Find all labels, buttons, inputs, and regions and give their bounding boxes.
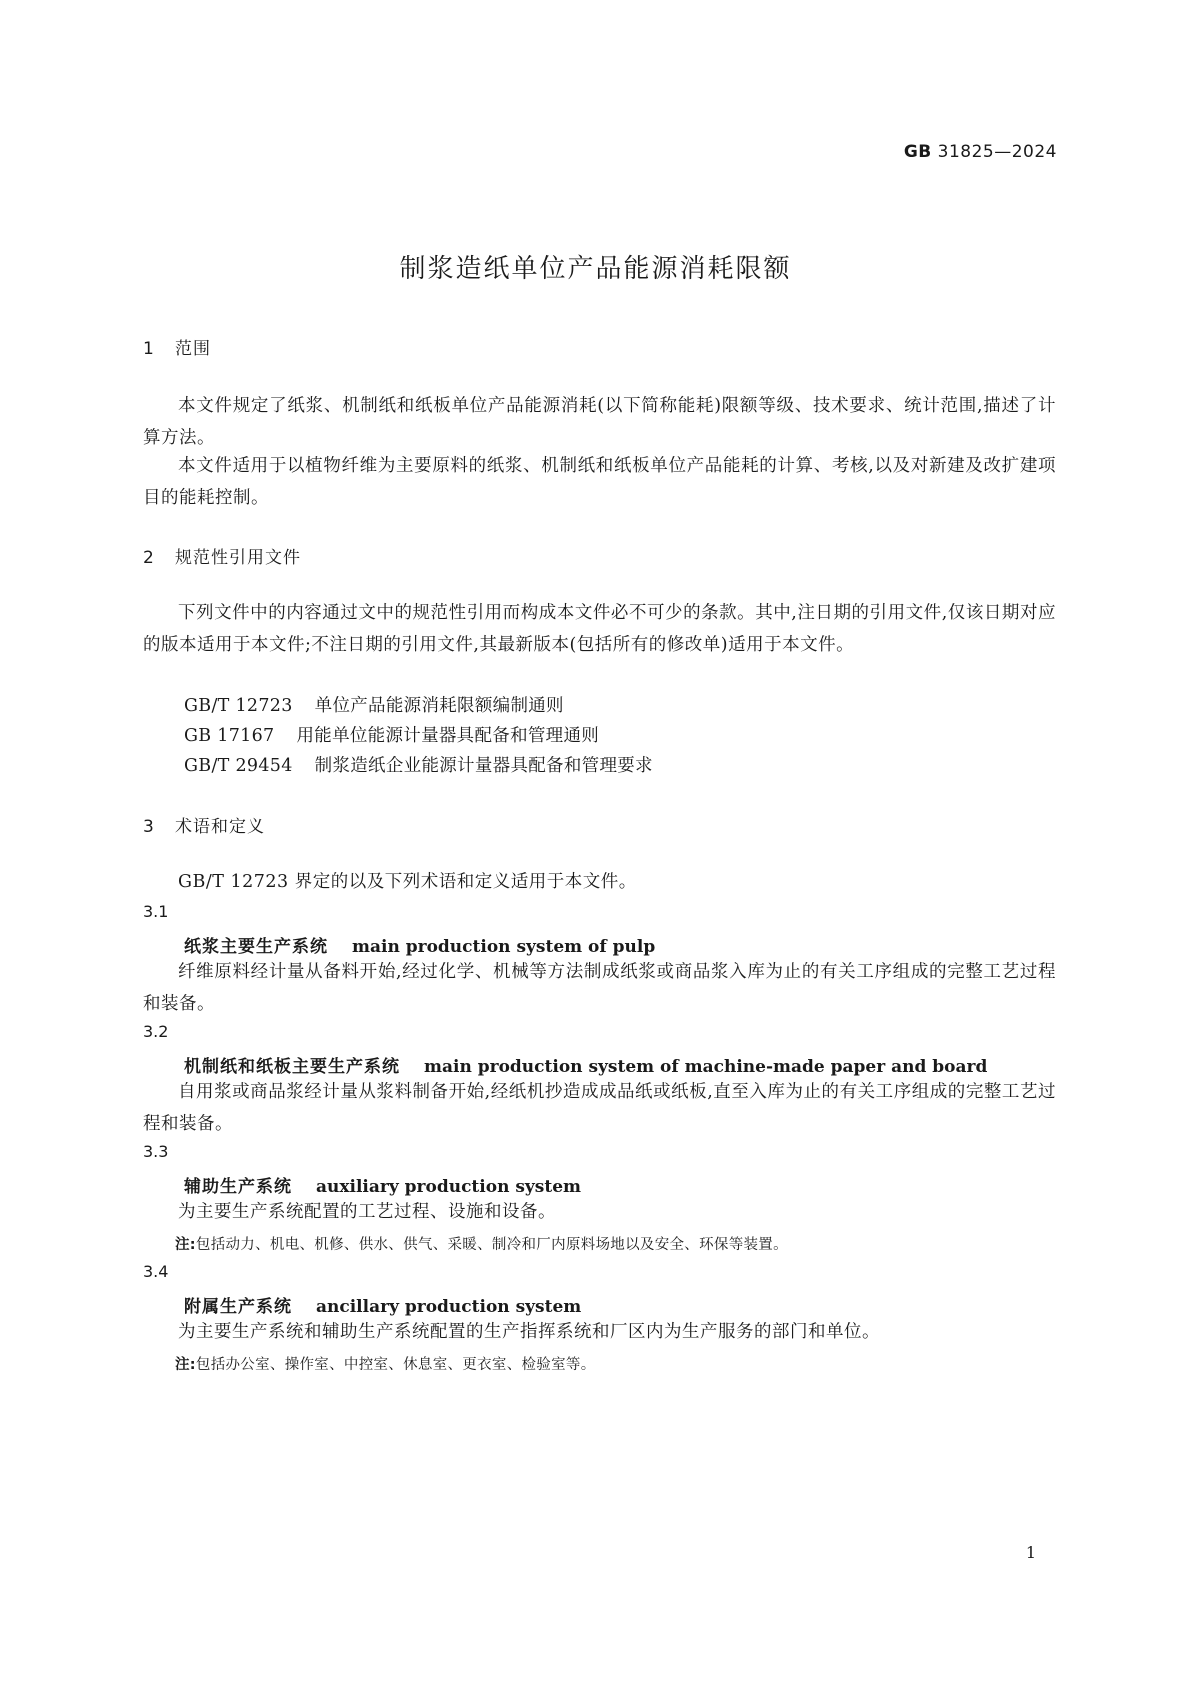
standard-code: 31825—2024 bbox=[937, 142, 1057, 162]
section-2-intro: 下列文件中的内容通过文中的规范性引用而构成本文件必不可少的条款。其中,注日期的引用文件,仅该日期对应的版本适用于本文件;不注日期的引用文件,其最新版本(包括所有的修改单)适用于本文件。 bbox=[143, 603, 1056, 655]
term-heading bbox=[184, 1292, 581, 1317]
term-heading bbox=[184, 1052, 987, 1077]
reference-title: 制浆造纸企业能源计量器具配备和管理要求 bbox=[314, 756, 653, 776]
term-heading bbox=[184, 932, 655, 957]
section-title: 术语和定义 bbox=[175, 817, 265, 837]
section-number: 1 bbox=[143, 339, 155, 359]
term-definition: 自用浆或商品浆经计量从浆料制备开始,经纸机抄造成成品纸或纸板,直至入库为止的有关工序组成的完整工艺过程和装备。 bbox=[143, 1082, 1056, 1134]
term-chinese: 附属生产系统 bbox=[184, 1297, 292, 1317]
term-chinese: 纸浆主要生产系统 bbox=[184, 937, 328, 957]
standard-prefix: GB bbox=[903, 142, 932, 162]
term-number: 3.2 bbox=[143, 1022, 169, 1041]
reference-code: GB/T 29454 bbox=[184, 756, 293, 776]
term-chinese: 机制纸和纸板主要生产系统 bbox=[184, 1057, 400, 1077]
term-english: auxiliary production system bbox=[316, 1177, 582, 1197]
note-label: 注: bbox=[175, 1237, 196, 1253]
term-note bbox=[175, 1233, 788, 1254]
section-1-paragraph-2: 本文件适用于以植物纤维为主要原料的纸浆、机制纸和纸板单位产品能耗的计算、考核,以及对新建及改扩建项目的能耗控制。 bbox=[143, 456, 1056, 508]
term-number: 3.1 bbox=[143, 902, 169, 921]
page-number: 1 bbox=[1025, 1543, 1036, 1562]
term-heading bbox=[184, 1172, 581, 1197]
section-3-heading bbox=[143, 812, 265, 837]
term-definition: 为主要生产系统配置的工艺过程、设施和设备。 bbox=[178, 1202, 556, 1222]
term-english: main production system of machine-made paper and board bbox=[424, 1057, 988, 1077]
term-chinese: 辅助生产系统 bbox=[184, 1177, 292, 1197]
note-text: 包括办公室、操作室、中控室、休息室、更衣室、检验室等。 bbox=[195, 1357, 596, 1373]
reference-title: 单位产品能源消耗限额编制通则 bbox=[314, 696, 564, 716]
term-number: 3.3 bbox=[143, 1142, 169, 1161]
standard-number bbox=[904, 142, 1057, 162]
term-definition: 为主要生产系统和辅助生产系统配置的生产指挥系统和厂区内为生产服务的部门和单位。 bbox=[178, 1322, 880, 1342]
reference-item bbox=[184, 692, 564, 717]
term-english: ancillary production system bbox=[316, 1297, 582, 1317]
reference-item bbox=[184, 752, 653, 777]
term-note bbox=[175, 1353, 596, 1374]
section-title: 范围 bbox=[175, 339, 211, 359]
term-number: 3.4 bbox=[143, 1262, 169, 1281]
section-1-paragraph-1: 本文件规定了纸浆、机制纸和纸板单位产品能源消耗(以下简称能耗)限额等级、技术要求、统计范围,描述了计算方法。 bbox=[143, 396, 1056, 448]
reference-code: GB 17167 bbox=[184, 726, 275, 746]
document-title: 制浆造纸单位产品能源消耗限额 bbox=[399, 254, 792, 284]
reference-title: 用能单位能源计量器具配备和管理通则 bbox=[296, 726, 600, 746]
section-1-heading bbox=[143, 334, 211, 359]
section-number: 3 bbox=[143, 817, 155, 837]
section-3-intro: GB/T 12723 界定的以及下列术语和定义适用于本文件。 bbox=[178, 872, 637, 892]
section-2-heading bbox=[143, 543, 301, 568]
term-english: main production system of pulp bbox=[352, 937, 656, 957]
note-label: 注: bbox=[175, 1357, 196, 1373]
section-title: 规范性引用文件 bbox=[175, 548, 301, 568]
reference-code: GB/T 12723 bbox=[184, 696, 293, 716]
reference-item bbox=[184, 722, 599, 747]
term-definition: 纤维原料经计量从备料开始,经过化学、机械等方法制成纸浆或商品浆入库为止的有关工序组成的完整工艺过程和装备。 bbox=[143, 962, 1056, 1014]
note-text: 包括动力、机电、机修、供水、供气、采暖、制冷和厂内原料场地以及安全、环保等装置。 bbox=[195, 1237, 788, 1253]
section-number: 2 bbox=[143, 548, 155, 568]
